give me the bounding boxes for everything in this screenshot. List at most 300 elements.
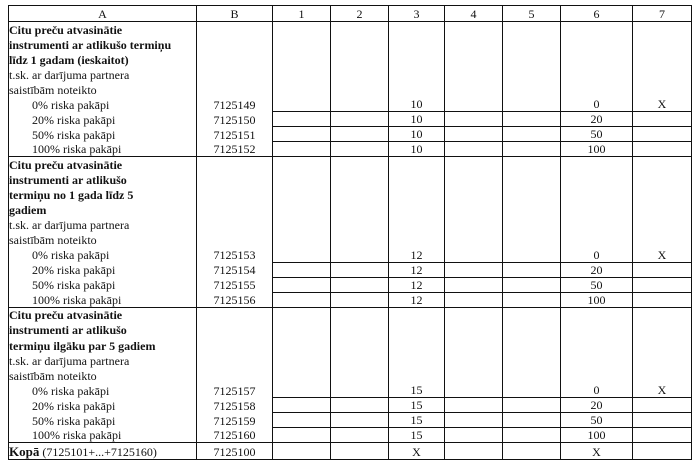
empty-cell [633,82,692,97]
empty-cell [503,202,561,217]
empty-cell [331,157,389,172]
cell-col-7 [633,413,692,428]
empty-cell [561,217,633,232]
empty-cell [331,187,389,202]
risk-level-label: 0% riska pakāpi [9,383,197,398]
cell-col-4 [445,428,503,443]
empty-cell [633,232,692,247]
cell-col-5 [503,127,561,142]
section-heading-row [9,187,692,202]
empty-cell [445,307,503,322]
table-row [9,413,692,428]
empty-cell [633,172,692,187]
section-heading-row [9,37,692,52]
empty-cell [197,67,273,82]
empty-cell [503,368,561,383]
empty-cell [445,67,503,82]
section-heading-row [9,172,692,187]
cell-col-1 [273,428,331,443]
row-code: 7125154 [197,262,273,277]
section-title-line: Citu preču atvasinātie [9,22,197,37]
empty-cell [197,322,273,337]
row-code: 7125159 [197,413,273,428]
empty-cell [197,202,273,217]
empty-cell [389,307,445,322]
cell-col-2 [331,383,389,398]
col-header-a: A [9,6,197,22]
empty-cell [633,307,692,322]
row-code: 7125156 [197,292,273,307]
cell-col-5 [503,262,561,277]
cell-col-7 [633,398,692,413]
empty-cell [197,187,273,202]
empty-cell [273,202,331,217]
empty-cell [445,337,503,352]
table-row [9,277,692,292]
empty-cell [561,368,633,383]
cell-col-2 [331,428,389,443]
cell-col-6: 0 [561,383,633,398]
section-title-line: instrumenti ar atlikušo [9,322,197,337]
empty-cell [503,337,561,352]
empty-cell [561,322,633,337]
table-row [9,142,692,157]
section-heading-row [9,52,692,67]
cell-col-3: 12 [389,262,445,277]
col-header-4: 4 [445,6,503,22]
cell-col-5 [503,413,561,428]
total-label-formula: (7125101+...+7125160) [39,445,157,460]
table-row [9,383,692,398]
empty-cell [503,232,561,247]
empty-cell [503,353,561,368]
cell-col-2 [331,142,389,157]
empty-cell [561,52,633,67]
empty-cell [445,82,503,97]
risk-level-label: 100% riska pakāpi [9,292,197,307]
cell-col-5 [503,247,561,262]
cell-col-2 [331,262,389,277]
risk-level-label: 100% riska pakāpi [9,142,197,157]
cell-col-4 [445,292,503,307]
empty-cell [633,157,692,172]
cell-col-7 [633,292,692,307]
cell-col-2 [331,112,389,127]
cell-col-4 [445,127,503,142]
col-header-7: 7 [633,6,692,22]
section-subtitle-line: saistībām noteikto [9,82,197,97]
empty-cell [445,322,503,337]
section-title-line: Citu preču atvasinātie [9,307,197,322]
table-row [9,292,692,307]
cell-col-5 [503,97,561,112]
col-header-2: 2 [331,6,389,22]
empty-cell [561,202,633,217]
risk-level-label: 50% riska pakāpi [9,127,197,142]
risk-form-table [8,5,692,460]
empty-cell [445,202,503,217]
table-row [9,97,692,112]
empty-cell [633,202,692,217]
empty-cell [331,22,389,37]
col-header-3: 3 [389,6,445,22]
cell-col-2 [331,292,389,307]
empty-cell [503,217,561,232]
empty-cell [389,368,445,383]
empty-cell [197,217,273,232]
empty-cell [503,307,561,322]
row-code: 7125155 [197,277,273,292]
empty-cell [445,37,503,52]
cell-col-2 [331,247,389,262]
empty-cell [389,187,445,202]
empty-cell [633,217,692,232]
empty-cell [331,172,389,187]
cell-col-1 [273,413,331,428]
cell-col-1 [273,277,331,292]
section-title-line: instrumenti ar atlikušo termiņu [9,37,197,52]
cell-col-5 [503,292,561,307]
empty-cell [273,22,331,37]
cell-col-5 [503,428,561,443]
cell-col-5 [503,142,561,157]
empty-cell [197,353,273,368]
empty-cell [197,52,273,67]
empty-cell [273,187,331,202]
cell-col-7 [633,142,692,157]
empty-cell [503,22,561,37]
cell-col-5 [503,277,561,292]
empty-cell [561,157,633,172]
empty-cell [633,443,692,460]
col-header-5: 5 [503,6,561,22]
empty-cell [633,353,692,368]
col-header-b: B [197,6,273,22]
empty-cell [273,52,331,67]
empty-cell [561,22,633,37]
row-code: 7125157 [197,383,273,398]
empty-cell [503,443,561,460]
cell-col-2 [331,277,389,292]
empty-cell [503,172,561,187]
empty-cell [273,353,331,368]
empty-cell [197,172,273,187]
empty-cell [561,353,633,368]
table-row [9,112,692,127]
empty-cell [389,22,445,37]
risk-level-label: 20% riska pakāpi [9,262,197,277]
empty-cell [633,337,692,352]
empty-cell [273,217,331,232]
row-code: 7125158 [197,398,273,413]
row-code: 7125150 [197,112,273,127]
total-col-6: X [561,443,633,460]
empty-cell [331,202,389,217]
table-row [9,247,692,262]
cell-col-3: 15 [389,428,445,443]
empty-cell [331,443,389,460]
empty-cell [503,322,561,337]
column-header-row [9,6,692,22]
section-heading-row [9,232,692,247]
empty-cell [389,322,445,337]
empty-cell [445,172,503,187]
empty-cell [273,443,331,460]
empty-cell [445,52,503,67]
col-header-6: 6 [561,6,633,22]
section-heading-row [9,368,692,383]
empty-cell [445,368,503,383]
empty-cell [445,157,503,172]
empty-cell [445,22,503,37]
cell-col-4 [445,277,503,292]
empty-cell [331,217,389,232]
empty-cell [389,82,445,97]
cell-col-6: 50 [561,127,633,142]
table-body [9,22,692,460]
cell-col-7: X [633,247,692,262]
cell-col-2 [331,413,389,428]
cell-col-3: 10 [389,142,445,157]
section-subtitle-line: saistībām noteikto [9,232,197,247]
cell-col-4 [445,247,503,262]
empty-cell [633,37,692,52]
cell-col-7 [633,262,692,277]
section-heading-row [9,322,692,337]
section-subtitle-line: t.sk. ar darījuma partnera [9,217,197,232]
risk-level-label: 20% riska pakāpi [9,398,197,413]
empty-cell [561,172,633,187]
cell-col-6: 20 [561,398,633,413]
empty-cell [503,157,561,172]
empty-cell [503,67,561,82]
empty-cell [389,157,445,172]
cell-col-6: 100 [561,428,633,443]
empty-cell [445,217,503,232]
col-header-1: 1 [273,6,331,22]
cell-col-4 [445,112,503,127]
empty-cell [331,37,389,52]
total-label-bold: Kopā [9,444,40,460]
empty-cell [561,337,633,352]
risk-level-label: 100% riska pakāpi [9,428,197,443]
empty-cell [273,172,331,187]
empty-cell [503,187,561,202]
empty-cell [503,82,561,97]
empty-cell [197,337,273,352]
empty-cell [197,22,273,37]
empty-cell [389,172,445,187]
cell-col-3: 12 [389,277,445,292]
cell-col-1 [273,112,331,127]
cell-col-3: 15 [389,383,445,398]
cell-col-2 [331,127,389,142]
empty-cell [331,232,389,247]
empty-cell [389,37,445,52]
empty-cell [633,22,692,37]
cell-col-1 [273,292,331,307]
cell-col-7: X [633,383,692,398]
section-heading-row [9,157,692,172]
section-title-line: līdz 1 gadam (ieskaitot) [9,52,197,67]
empty-cell [331,353,389,368]
empty-cell [561,307,633,322]
empty-cell [331,52,389,67]
empty-cell [331,322,389,337]
table-row [9,127,692,142]
cell-col-6: 50 [561,277,633,292]
row-code: 7125149 [197,97,273,112]
empty-cell [561,82,633,97]
section-title-line: instrumenti ar atlikušo [9,172,197,187]
total-code: 7125100 [197,443,273,460]
empty-cell [503,37,561,52]
empty-cell [633,368,692,383]
cell-col-1 [273,398,331,413]
total-row [9,443,692,460]
cell-col-6: 20 [561,112,633,127]
section-heading-row [9,82,692,97]
empty-cell [633,67,692,82]
section-heading-row [9,22,692,37]
cell-col-1 [273,383,331,398]
empty-cell [331,307,389,322]
cell-col-6: 50 [561,413,633,428]
cell-col-4 [445,262,503,277]
cell-col-6: 0 [561,247,633,262]
cell-col-5 [503,398,561,413]
section-heading-row [9,353,692,368]
empty-cell [561,67,633,82]
cell-col-1 [273,262,331,277]
empty-cell [197,157,273,172]
cell-col-6: 0 [561,97,633,112]
cell-col-6: 20 [561,262,633,277]
empty-cell [445,443,503,460]
empty-cell [445,353,503,368]
cell-col-7: X [633,97,692,112]
total-col-3: X [389,443,445,460]
row-code: 7125160 [197,428,273,443]
cell-col-4 [445,413,503,428]
empty-cell [331,337,389,352]
risk-level-label: 0% riska pakāpi [9,247,197,262]
section-title-line: termiņu no 1 gada līdz 5 [9,187,197,202]
cell-col-3: 10 [389,112,445,127]
empty-cell [389,217,445,232]
cell-col-1 [273,247,331,262]
cell-col-5 [503,383,561,398]
row-code: 7125153 [197,247,273,262]
cell-col-1 [273,127,331,142]
section-title-line: termiņu ilgāku par 5 gadiem [9,337,197,352]
empty-cell [389,337,445,352]
empty-cell [273,307,331,322]
risk-level-label: 20% riska pakāpi [9,112,197,127]
cell-col-2 [331,398,389,413]
empty-cell [331,368,389,383]
empty-cell [331,82,389,97]
empty-cell [273,322,331,337]
cell-col-4 [445,97,503,112]
cell-col-3: 15 [389,398,445,413]
cell-col-3: 10 [389,97,445,112]
empty-cell [197,82,273,97]
empty-cell [503,52,561,67]
table-row [9,428,692,443]
section-title-line: Citu preču atvasinātie [9,157,197,172]
empty-cell [633,52,692,67]
section-heading-row [9,217,692,232]
empty-cell [197,37,273,52]
empty-cell [389,232,445,247]
empty-cell [273,82,331,97]
cell-col-6: 100 [561,292,633,307]
empty-cell [633,322,692,337]
risk-level-label: 50% riska pakāpi [9,413,197,428]
row-code: 7125152 [197,142,273,157]
empty-cell [331,67,389,82]
empty-cell [197,307,273,322]
empty-cell [273,368,331,383]
cell-col-7 [633,428,692,443]
row-code: 7125151 [197,127,273,142]
cell-col-4 [445,142,503,157]
risk-level-label: 50% riska pakāpi [9,277,197,292]
section-heading-row [9,337,692,352]
table-row [9,262,692,277]
empty-cell [273,37,331,52]
risk-level-label: 0% riska pakāpi [9,97,197,112]
cell-col-4 [445,383,503,398]
empty-cell [561,37,633,52]
cell-col-3: 15 [389,413,445,428]
cell-col-1 [273,97,331,112]
empty-cell [633,187,692,202]
cell-col-4 [445,398,503,413]
empty-cell [389,202,445,217]
section-title-line: gadiem [9,202,197,217]
section-subtitle-line: t.sk. ar darījuma partnera [9,67,197,82]
cell-col-7 [633,112,692,127]
cell-col-5 [503,112,561,127]
empty-cell [561,232,633,247]
cell-col-1 [273,142,331,157]
section-heading-row [9,307,692,322]
section-heading-row [9,202,692,217]
section-heading-row [9,67,692,82]
empty-cell [273,232,331,247]
table-row [9,398,692,413]
empty-cell [561,187,633,202]
empty-cell [197,232,273,247]
empty-cell [273,67,331,82]
empty-cell [273,157,331,172]
cell-col-3: 12 [389,247,445,262]
empty-cell [445,187,503,202]
cell-col-6: 100 [561,142,633,157]
cell-col-3: 12 [389,292,445,307]
section-subtitle-line: t.sk. ar darījuma partnera [9,353,197,368]
empty-cell [273,337,331,352]
empty-cell [445,232,503,247]
cell-col-3: 10 [389,127,445,142]
total-label [9,443,197,460]
cell-col-7 [633,277,692,292]
cell-col-7 [633,127,692,142]
empty-cell [389,67,445,82]
cell-col-2 [331,97,389,112]
